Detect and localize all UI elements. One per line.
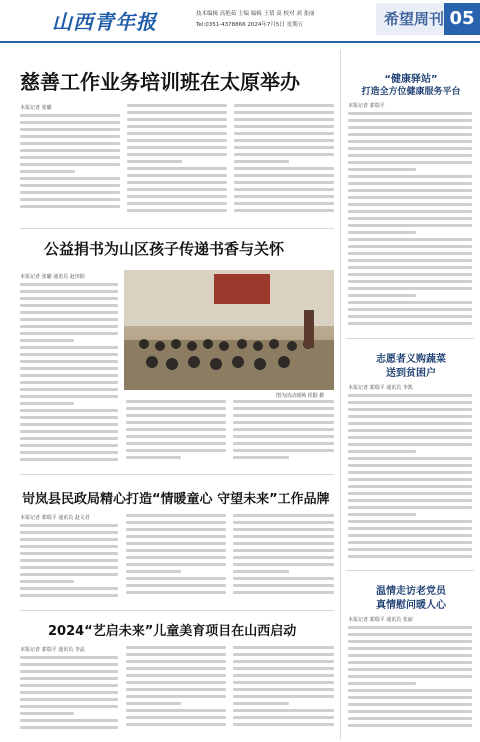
text-line (348, 717, 472, 720)
text-line (20, 325, 118, 328)
text-line (233, 653, 334, 656)
sidebar-1-body (348, 112, 472, 330)
text-line (348, 675, 472, 678)
text-line (20, 580, 74, 583)
text-line (126, 681, 226, 684)
text-line (233, 709, 334, 712)
text-line (20, 388, 118, 391)
text-line (348, 443, 472, 446)
text-line (348, 661, 472, 664)
text-line (233, 584, 334, 587)
text-line (20, 573, 118, 576)
text-line (20, 374, 118, 377)
text-line (348, 696, 472, 699)
article-divider (20, 474, 334, 475)
text-line (20, 290, 118, 293)
text-line (127, 160, 182, 163)
text-line (20, 205, 120, 208)
text-line (20, 566, 118, 569)
text-line (348, 126, 472, 129)
text-line (126, 514, 226, 517)
text-line (348, 506, 472, 509)
text-line (234, 167, 334, 170)
article-4-title: 2024“艺启未来”儿童美育项目在山西启动 (48, 624, 297, 639)
text-line (348, 280, 472, 283)
text-line (348, 710, 472, 713)
text-line (348, 415, 472, 418)
text-line (233, 660, 334, 663)
masthead-info-line1: 技术编辑 高艳茹 主编 编辑 王倩 高 校对 刘 张丽 (196, 11, 315, 17)
article-2-photo-scene (124, 270, 334, 390)
text-line (348, 161, 472, 164)
text-line (127, 209, 227, 212)
text-line (126, 674, 226, 677)
text-line (126, 660, 226, 663)
text-line (20, 524, 118, 527)
text-line (348, 119, 472, 122)
text-line (127, 146, 227, 149)
text-line (20, 177, 120, 180)
text-line (348, 394, 472, 397)
text-line (348, 133, 472, 136)
text-line (348, 640, 472, 643)
text-line (348, 322, 472, 325)
text-line (348, 436, 472, 439)
masthead-divider (0, 41, 480, 43)
text-line (20, 719, 118, 722)
text-line (20, 332, 118, 335)
text-line (234, 160, 289, 163)
text-line (348, 112, 472, 115)
text-line (20, 712, 74, 715)
article-1-body-col1 (20, 114, 120, 218)
text-line (20, 684, 118, 687)
text-line (348, 315, 472, 318)
article-3-body-col1 (20, 524, 118, 604)
text-line (348, 548, 472, 551)
text-line (233, 449, 334, 452)
text-line (126, 542, 226, 545)
text-line (348, 252, 472, 255)
text-line (348, 217, 472, 220)
article-4-body-col1 (20, 656, 118, 736)
text-line (233, 421, 334, 424)
text-line (20, 663, 118, 666)
text-line (20, 670, 118, 673)
sidebar-2-byline: 本报记者 郭瑞平 通讯员 李凯 (348, 385, 413, 391)
text-line (348, 478, 472, 481)
text-line (20, 451, 118, 454)
text-line (348, 534, 472, 537)
article-2-body-col3 (233, 400, 334, 468)
article-3-byline: 本报记者 郭瑞平 通讯员 赵文君 (20, 515, 90, 521)
text-line (233, 688, 334, 691)
text-line (348, 140, 472, 143)
sidebar-3-body (348, 626, 472, 736)
text-line (234, 146, 334, 149)
masthead-info-line2: Tel:0351-4378866 2024年7月5日 星期五 (196, 22, 304, 28)
text-line (20, 360, 118, 363)
text-line (348, 471, 472, 474)
text-line (20, 409, 118, 412)
article-3-body-col3 (233, 514, 334, 604)
sidebar-1-title-line2: 打造全方位健康服务平台 (361, 87, 461, 97)
text-line (126, 421, 226, 424)
text-line (348, 626, 472, 629)
text-line (233, 535, 334, 538)
text-line (234, 195, 334, 198)
text-line (20, 458, 118, 461)
article-4-byline: 本报记者 郭瑞平 通讯员 李晶 (20, 647, 85, 653)
text-line (348, 259, 472, 262)
text-line (348, 231, 416, 234)
text-line (348, 294, 416, 297)
text-line (20, 444, 118, 447)
text-line (20, 184, 120, 187)
text-line (348, 541, 472, 544)
text-line (20, 339, 74, 342)
text-line (348, 408, 472, 411)
text-line (126, 556, 226, 559)
sidebar-divider (346, 338, 474, 339)
article-2-photo-caption: 图为活动现场 侯阳 摄 (276, 393, 325, 399)
text-line (348, 168, 416, 171)
text-line (20, 587, 118, 590)
text-line (127, 111, 227, 114)
article-2-body-col2 (126, 400, 226, 468)
text-line (20, 198, 120, 201)
text-line (233, 681, 334, 684)
text-line (20, 149, 120, 152)
text-line (20, 423, 118, 426)
text-line (20, 402, 74, 405)
text-line (20, 552, 118, 555)
text-line (348, 196, 472, 199)
text-line (234, 181, 334, 184)
sidebar-2-title-line1: 志愿者义购蔬菜 (376, 354, 446, 365)
text-line (348, 266, 472, 269)
text-line (20, 142, 120, 145)
sidebar-1-byline: 本报记者 郭瑞平 (348, 103, 385, 109)
text-line (348, 245, 472, 248)
text-line (20, 170, 75, 173)
text-line (348, 422, 472, 425)
text-line (233, 646, 334, 649)
text-line (348, 238, 472, 241)
text-line (233, 456, 289, 459)
text-line (348, 513, 416, 516)
article-3-title: 岢岚县民政局精心打造“情暖童心 守望未来”工作品牌 (22, 492, 330, 507)
text-line (20, 121, 120, 124)
text-line (126, 442, 226, 445)
text-line (233, 400, 334, 403)
text-line (127, 139, 227, 142)
article-3-body-col2 (126, 514, 226, 604)
text-line (348, 499, 472, 502)
text-line (348, 450, 416, 453)
text-line (348, 492, 472, 495)
sidebar-1-title-line1: “健康驿站” (384, 74, 438, 85)
text-line (126, 577, 226, 580)
newspaper-logo: 山西青年报 (52, 10, 157, 34)
text-line (348, 154, 472, 157)
text-line (126, 449, 226, 452)
article-1-body-col3 (234, 104, 334, 218)
text-line (348, 633, 472, 636)
text-line (20, 559, 118, 562)
text-line (20, 705, 118, 708)
text-line (233, 563, 334, 566)
text-line (233, 514, 334, 517)
text-line (348, 301, 472, 304)
text-line (348, 189, 472, 192)
text-line (20, 726, 118, 729)
text-line (233, 428, 334, 431)
article-divider (20, 228, 334, 229)
text-line (348, 724, 472, 727)
text-line (20, 191, 120, 194)
sidebar-2-body (348, 394, 472, 562)
text-line (348, 689, 472, 692)
text-line (20, 437, 118, 440)
text-line (126, 535, 226, 538)
text-line (348, 527, 472, 530)
text-line (348, 308, 472, 311)
text-line (233, 435, 334, 438)
text-line (234, 118, 334, 121)
column-divider (340, 50, 341, 740)
text-line (348, 175, 472, 178)
sidebar-divider (346, 570, 474, 571)
text-line (233, 528, 334, 531)
sidebar-3-byline: 本报记者 郭瑞平 通讯员 张丽 (348, 617, 413, 623)
text-line (20, 594, 118, 597)
text-line (126, 646, 226, 649)
text-line (20, 656, 118, 659)
text-line (20, 677, 118, 680)
text-line (233, 570, 289, 573)
text-line (348, 464, 472, 467)
article-2-body-col1 (20, 283, 118, 468)
text-line (126, 702, 181, 705)
article-1-byline: 本报记者 张璐 (20, 105, 52, 111)
text-line (348, 287, 472, 290)
text-line (20, 346, 118, 349)
article-1-title: 慈善工作业务培训班在太原举办 (20, 70, 300, 94)
text-line (20, 163, 120, 166)
sidebar-3-title-line2: 真情慰问暖人心 (376, 600, 446, 611)
text-line (233, 414, 334, 417)
sidebar-3-title-line1: 温情走访老党员 (376, 586, 446, 597)
text-line (234, 209, 334, 212)
article-4-body-col3 (233, 646, 334, 736)
page-number: 05 (444, 3, 480, 35)
text-line (126, 563, 226, 566)
article-2-title: 公益捐书为山区孩子传递书香与关怀 (44, 240, 285, 258)
text-line (348, 401, 472, 404)
text-line (127, 202, 227, 205)
text-line (348, 703, 472, 706)
text-line (126, 428, 226, 431)
text-line (348, 182, 472, 185)
text-line (126, 570, 181, 573)
text-line (126, 709, 226, 712)
text-line (233, 667, 334, 670)
text-line (348, 654, 472, 657)
text-line (234, 125, 334, 128)
text-line (234, 139, 334, 142)
text-line (127, 188, 227, 191)
text-line (126, 407, 226, 410)
text-line (20, 531, 118, 534)
text-line (233, 674, 334, 677)
article-4-body-col2 (126, 646, 226, 736)
article-1-body-col2 (127, 104, 227, 218)
text-line (233, 556, 334, 559)
text-line (20, 283, 118, 286)
text-line (126, 695, 226, 698)
text-line (234, 104, 334, 107)
text-line (348, 429, 472, 432)
text-line (126, 435, 226, 438)
masthead (0, 0, 480, 46)
text-line (20, 156, 120, 159)
text-line (126, 667, 226, 670)
text-line (126, 400, 226, 403)
text-line (127, 167, 227, 170)
text-line (20, 691, 118, 694)
text-line (20, 304, 118, 307)
text-line (20, 538, 118, 541)
text-line (20, 128, 120, 131)
text-line (234, 188, 334, 191)
text-line (20, 430, 118, 433)
text-line (127, 104, 227, 107)
text-line (348, 224, 472, 227)
text-line (127, 195, 227, 198)
text-line (127, 118, 227, 121)
text-line (126, 521, 226, 524)
text-line (126, 414, 226, 417)
text-line (20, 318, 118, 321)
text-line (20, 311, 118, 314)
text-line (234, 153, 334, 156)
text-line (20, 416, 118, 419)
text-line (126, 688, 226, 691)
text-line (127, 174, 227, 177)
text-line (348, 147, 472, 150)
text-line (127, 181, 227, 184)
article-divider (20, 610, 334, 611)
text-line (233, 442, 334, 445)
section-title: 希望周刊 (384, 10, 445, 28)
text-line (348, 457, 472, 460)
text-line (126, 716, 226, 719)
text-line (126, 653, 226, 656)
text-line (20, 395, 118, 398)
text-line (233, 716, 334, 719)
text-line (20, 367, 118, 370)
text-line (20, 114, 120, 117)
text-line (233, 549, 334, 552)
text-line (126, 528, 226, 531)
text-line (126, 456, 181, 459)
text-line (234, 202, 334, 205)
text-line (234, 111, 334, 114)
text-line (233, 521, 334, 524)
article-2-photo (124, 270, 334, 390)
text-line (348, 203, 472, 206)
text-line (348, 273, 472, 276)
text-line (233, 577, 334, 580)
text-line (20, 135, 120, 138)
sidebar-2-title-line2: 送到贫困户 (386, 368, 436, 379)
text-line (126, 584, 226, 587)
text-line (348, 555, 472, 558)
text-line (127, 125, 227, 128)
text-line (233, 591, 334, 594)
text-line (348, 210, 472, 213)
text-line (233, 407, 334, 410)
text-line (20, 545, 118, 548)
text-line (126, 723, 226, 726)
text-line (126, 549, 226, 552)
text-line (348, 647, 472, 650)
text-line (233, 702, 289, 705)
text-line (20, 353, 118, 356)
text-line (348, 520, 472, 523)
text-line (233, 723, 334, 726)
text-line (233, 695, 334, 698)
article-2-byline: 本报记者 张璐 通讯员 赵田阳 (20, 274, 85, 280)
text-line (127, 153, 227, 156)
text-line (348, 668, 472, 671)
text-line (234, 132, 334, 135)
text-line (233, 542, 334, 545)
text-line (234, 174, 334, 177)
text-line (20, 381, 118, 384)
text-line (348, 682, 416, 685)
text-line (127, 132, 227, 135)
text-line (20, 698, 118, 701)
text-line (348, 485, 472, 488)
text-line (126, 591, 226, 594)
text-line (20, 297, 118, 300)
